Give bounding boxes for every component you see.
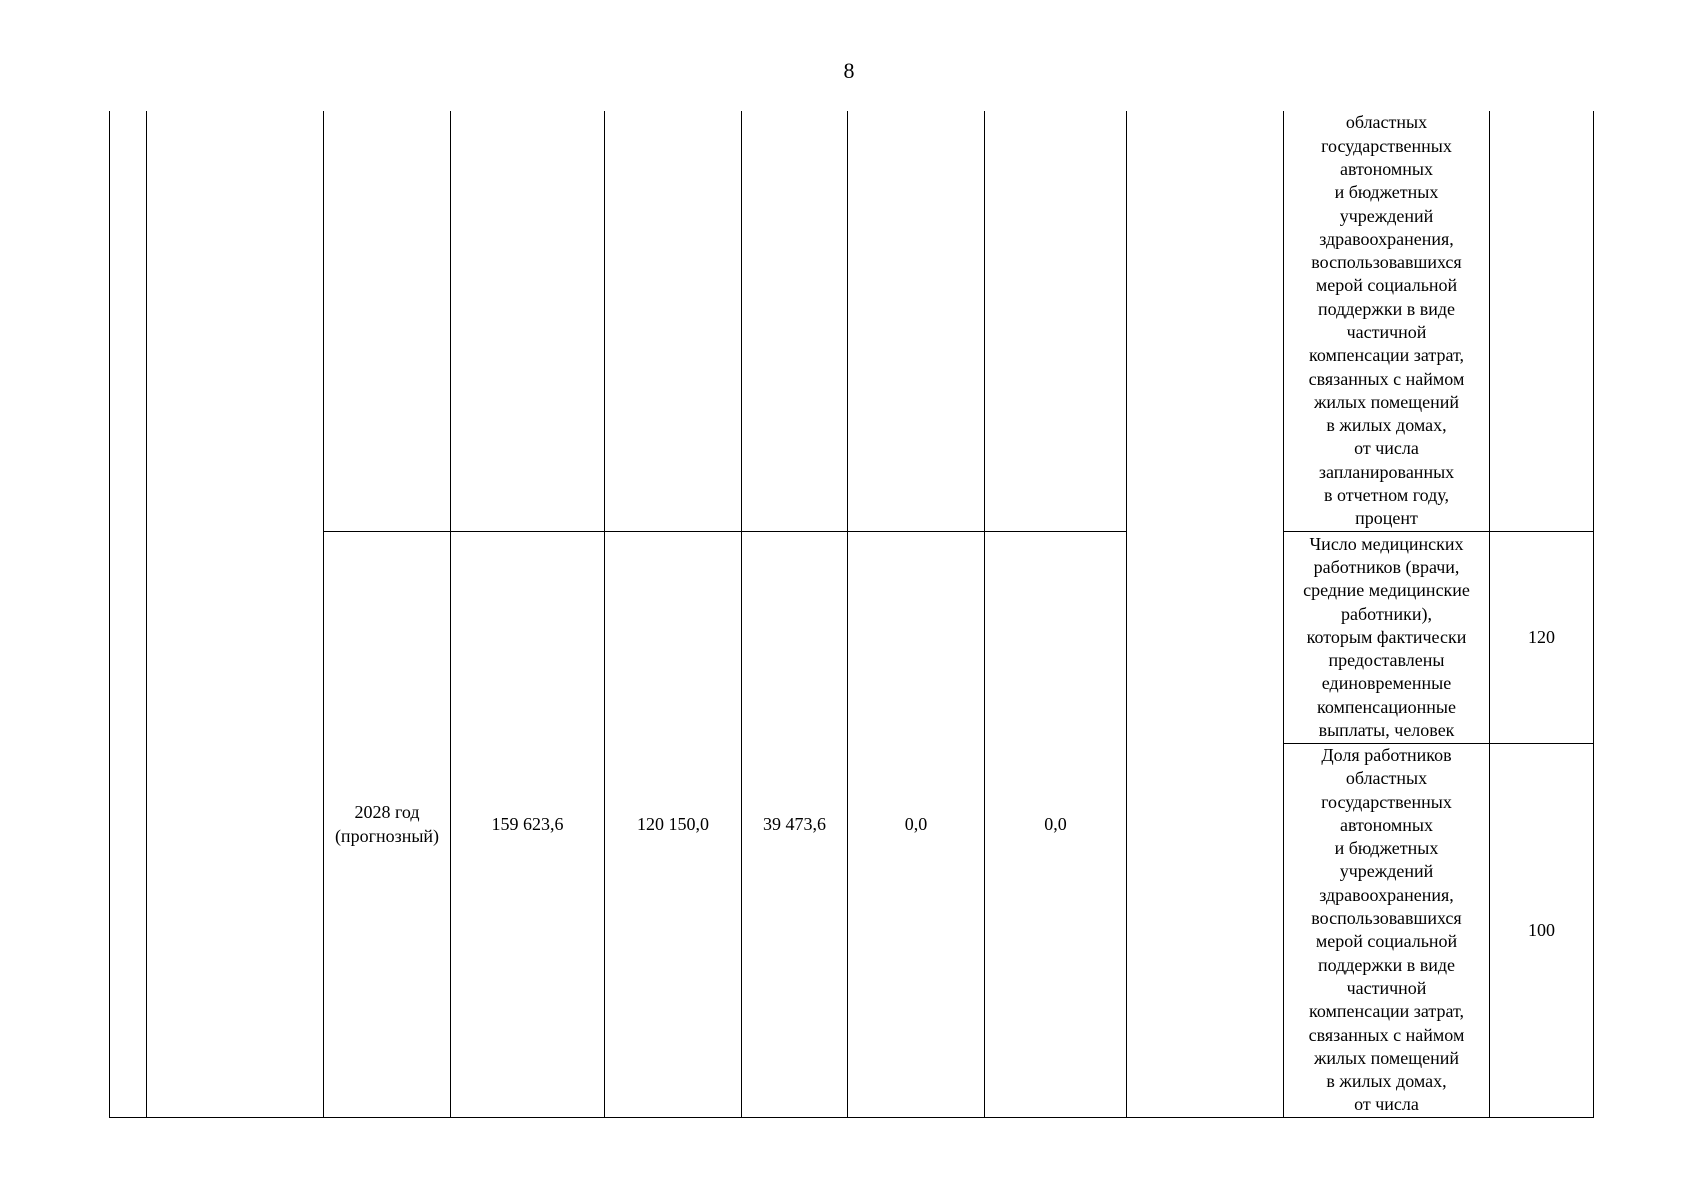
indicator-text: Число медицинских работников (врачи, средние медицинские работники), которым фактически предоставлены единовременные компенсационные выплаты, человек xyxy=(1284,532,1490,744)
program-table xyxy=(109,111,1594,1118)
cell-other-prev xyxy=(985,111,1127,532)
cell-regional-prev xyxy=(742,111,848,532)
cell-regional-2028: 39 473,6 xyxy=(742,532,848,1118)
indicator-value: 120 xyxy=(1490,532,1594,744)
cell-federal-prev xyxy=(605,111,742,532)
cell-responsible xyxy=(1127,111,1284,1117)
cell-period-2028: 2028 год (прогнозный) xyxy=(324,532,451,1118)
cell-federal-2028: 120 150,0 xyxy=(605,532,742,1118)
cell-local-2028: 0,0 xyxy=(848,532,985,1118)
cell-number xyxy=(110,111,147,1117)
cell-total-2028: 159 623,6 xyxy=(451,532,605,1118)
indicator-continued-value xyxy=(1490,111,1594,532)
page-number: 8 xyxy=(843,58,855,83)
table-row-2028 xyxy=(110,532,1594,744)
indicator-value: 100 xyxy=(1490,744,1594,1118)
table-row-continued xyxy=(110,111,1594,532)
cell-total-prev xyxy=(451,111,605,532)
cell-event-name xyxy=(147,111,324,1117)
cell-period-prev xyxy=(324,111,451,532)
cell-local-prev xyxy=(848,111,985,532)
indicator-text: Доля работников областных государственных автономных и бюджетных учреждений здравоохранения, воспользовавшихся мерой социальной поддержки в виде частичной компенсации затрат, связанных с наймом жилых помещений в жилых домах, от числа xyxy=(1284,744,1490,1118)
cell-other-2028: 0,0 xyxy=(985,532,1127,1118)
indicator-continued-text: областных государственных автономных и бюджетных учреждений здравоохранения, воспользовавшихся мерой социальной поддержки в виде частичной компенсации затрат, связанных с наймом жилых помещений в жилых домах, от числа запланированных в отчетном году, процент xyxy=(1284,111,1490,532)
